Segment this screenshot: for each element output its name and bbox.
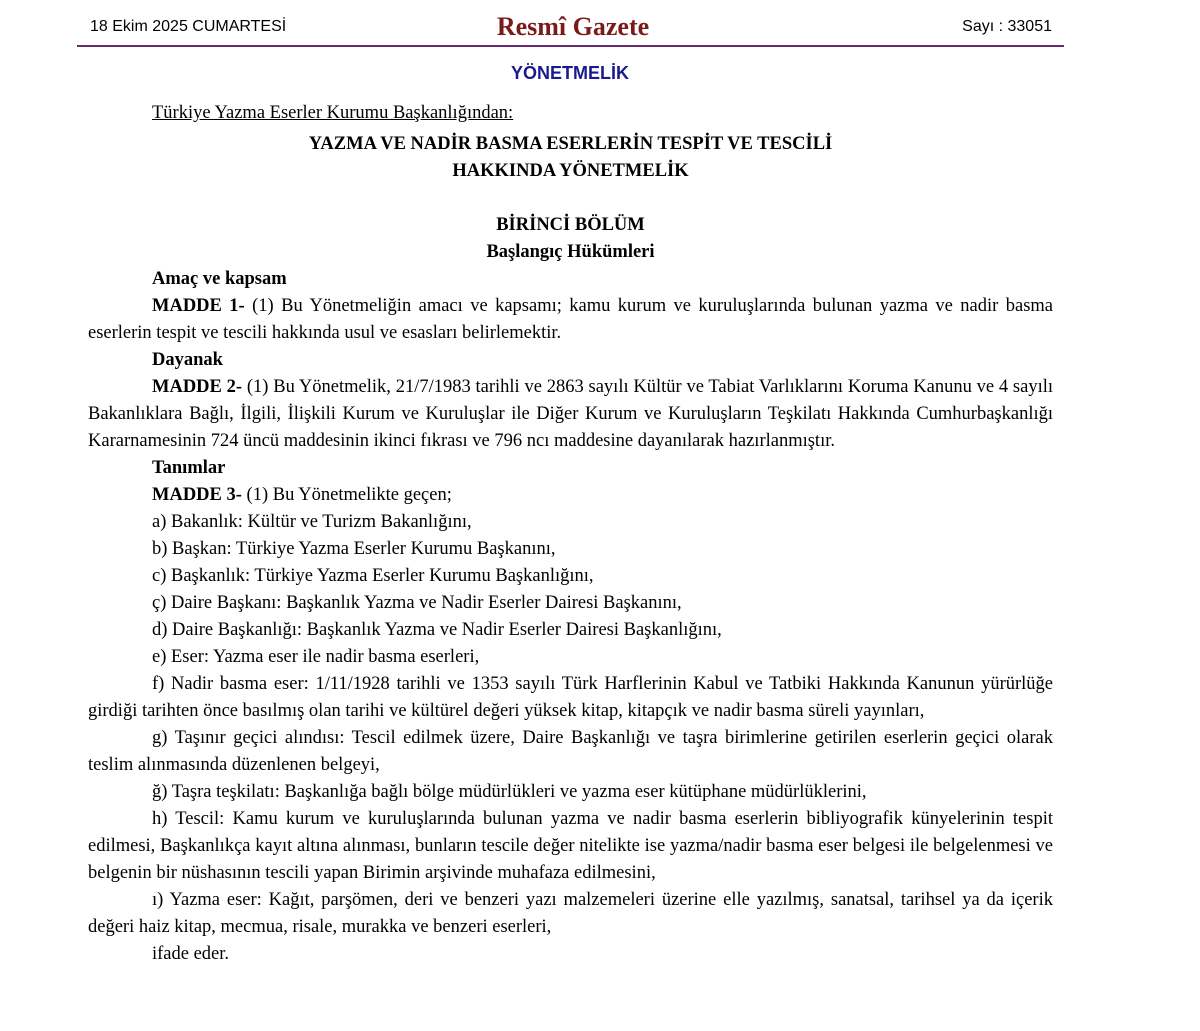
section-heading: Dayanak	[152, 350, 223, 370]
definition-item: c) Başkanlık: Türkiye Yazma Eserler Kurumu Başkanlığını,	[152, 566, 594, 586]
section-heading: Amaç ve kapsam	[152, 269, 287, 289]
article-text: (1) Bu Yönetmelikte geçen;	[241, 485, 452, 505]
issue-number: Sayı : 33051	[962, 18, 1052, 35]
article-label: MADDE 2-	[152, 377, 243, 397]
definition-item: h) Tescil: Kamu kurum ve kuruluşlarında bulunan yazma ve nadir basma eserlerin bibliyografik künyelerinin tespit edilmesi, Başkanlıkça kayıt altına alınması, bunların tescile değer nitelikte ise yazma/nadir basma eser belgesi ile belgelenmesi ve belgenin bir nüshasının tescili yapan Birimin arşivinde muhafaza edilmesini,	[88, 809, 1053, 883]
definition-item: b) Başkan: Türkiye Yazma Eserler Kurumu Başkanını,	[152, 539, 556, 559]
definition-item: ı) Yazma eser: Kağıt, parşömen, deri ve benzeri yazı malzemeleri üzerine elle yazılmış, sanatsal, tarihsel ya da içerik değeri haiz kitap, mecmua, risale, murakka ve benzeri eserleri,	[88, 890, 1053, 937]
article-text: (1) Bu Yönetmelik, 21/7/1983 tarihli ve 2863 sayılı Kültür ve Tabiat Varlıklarını Koruma Kanunu ve 4 sayılı Bakanlıklara Bağlı, İlgili, İlişkili Kurum ve Kuruluşlar ile Diğer Kurum ve Kuruluşların Teşkilatı Hakkında Cumhurbaşkanlığı Kararnamesinin 724 üncü maddesinin ikinci fıkrası ve 796 ncı maddesine dayanılarak hazırlanmıştır.	[88, 377, 1053, 451]
article-label: MADDE 1-	[152, 296, 245, 316]
document-type: YÖNETMELİK	[510, 63, 629, 83]
issuing-authority: Türkiye Yazma Eserler Kurumu Başkanlığından:	[152, 103, 514, 123]
section-heading: Tanımlar	[152, 458, 226, 478]
definition-item: e) Eser: Yazma eser ile nadir basma eserleri,	[152, 647, 480, 667]
regulation-title-line1: YAZMA VE NADİR BASMA ESERLERİN TESPİT VE TESCİLİ	[308, 134, 833, 154]
article-label: MADDE 3-	[152, 485, 242, 505]
article-1	[88, 293, 1053, 347]
article-3	[88, 482, 1053, 509]
article-text: (1) Bu Yönetmeliğin amacı ve kapsamı; kamu kurum ve kuruluşlarında bulunan yazma ve nadir basma eserlerin tespit ve tescili hakkında usul ve esasları belirlemektir.	[88, 296, 1053, 343]
definition-item: g) Taşınır geçici alındısı: Tescil edilmek üzere, Daire Başkanlığı ve taşra birimlerine getirilen eserlerin geçici olarak teslim alınmasında düzenlenen belgeyi,	[88, 728, 1053, 775]
definition-item: f) Nadir basma eser: 1/11/1928 tarihli ve 1353 sayılı Türk Harflerinin Kabul ve Tatbiki Hakkında Kanunun yürürlüğe girdiği tarihten önce basılmış olan tarihi ve kültürel değeri yüksek kitap, kitapçık ve nadir basma süreli yayınları,	[88, 674, 1053, 721]
header-divider	[77, 45, 1064, 47]
closing-phrase: ifade eder.	[152, 944, 230, 964]
definition-item: ç) Daire Başkanı: Başkanlık Yazma ve Nadir Eserler Dairesi Başkanını,	[152, 593, 682, 613]
chapter-subheading: Başlangıç Hükümleri	[486, 242, 655, 262]
gazette-header	[0, 0, 1200, 48]
article-2	[88, 374, 1053, 455]
definition-item: d) Daire Başkanlığı: Başkanlık Yazma ve Nadir Eserler Dairesi Başkanlığını,	[152, 620, 722, 640]
regulation-body	[88, 100, 1053, 968]
regulation-title-line2: HAKKINDA YÖNETMELİK	[452, 161, 689, 181]
definition-item: ğ) Taşra teşkilatı: Başkanlığa bağlı bölge müdürlükleri ve yazma eser kütüphane müdürlüklerini,	[152, 782, 867, 802]
chapter-heading: BİRİNCİ BÖLÜM	[496, 215, 645, 235]
gazette-title: Resmî Gazete	[496, 12, 650, 41]
issue-date: 18 Ekim 2025 CUMARTESİ	[90, 18, 287, 35]
definition-item: a) Bakanlık: Kültür ve Turizm Bakanlığını,	[152, 512, 472, 532]
